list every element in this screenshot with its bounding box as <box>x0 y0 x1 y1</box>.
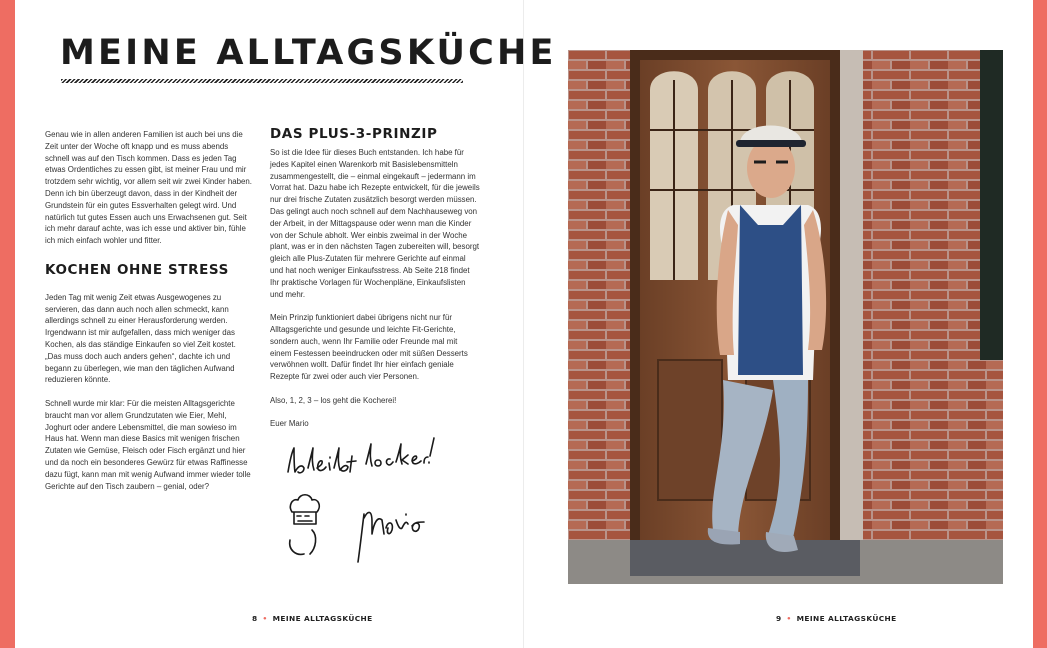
prinzip-paragraph: Mein Prinzip funktioniert dabei übrigens nicht nur für Alltagsgerichte und gesunde und leichte Fit-Gerichte, sondern auch, wenn Ihr Familie oder Freunde mal mit einem Festessen beeindrucken oder mit süßen Desserts verwöhnen wollt. Dafür findet Ihr hier einfach geniale Rezepte für zwei oder auch vier Personen. <box>270 313 468 382</box>
window-shutter <box>980 50 1003 360</box>
signature-word-locker <box>366 444 428 466</box>
footer-separator-left: • <box>262 614 268 623</box>
handwritten-signature <box>282 430 442 570</box>
footer-section-left: MEINE ALLTAGSKÜCHE <box>272 614 373 623</box>
page-title: MEINE ALLTAGSKÜCHE <box>60 33 557 73</box>
left-text-column <box>45 129 254 504</box>
signature-exclamation <box>429 438 434 463</box>
right-page-edge-band <box>1033 0 1047 648</box>
book-gutter <box>523 0 524 648</box>
page-number-right: 9 <box>776 614 782 623</box>
plus3-paragraph: So ist die Idee für dieses Buch entstanden. Ich habe für jedes Kapitel einen Warenkorb mit Basislebensmitteln zusammengestellt, die – einmal eingekauft – jedermann im Vorrat hat. Dazu habe ich Rezepte entwickelt, für die jeweils nur drei frische Zutaten zusätzlich besorgt werden müssen. Das gelingt auch noch schnell auf dem Nachhauseweg von der Arbeit, in der Mittagspause oder wenn man die Kinder von der Schule abholt. Wer einbis zweimal in der Woche plant, was er in den nächsten Tagen zubereiten will, besorgt gleich alle Plus-Zutaten für mehrere Gerichte auf einmal und hat noch weniger Einkaufsstress. Ab Seite 218 findet Ihr praktische Vorlagen für Wochenpläne, Einkaufslisten und mehr. <box>270 148 480 299</box>
footer-separator-right: • <box>786 614 792 623</box>
sign-off: Euer Mario <box>270 419 309 429</box>
section-heading-kochen-ohne-stress: KOCHEN OHNE STRESS <box>45 262 229 278</box>
title-underline-rule <box>61 79 463 83</box>
section-heading-plus-3-prinzip: DAS PLUS-3-PRINZIP <box>270 126 438 142</box>
portrait-photo <box>568 50 1003 584</box>
chef-hat-doodle <box>290 495 319 524</box>
signature-word-bleibt <box>288 448 356 473</box>
signature-word-mario <box>358 512 424 562</box>
door-frame-right <box>838 50 863 550</box>
page-number-left: 8 <box>252 614 258 623</box>
doorstep <box>630 540 860 576</box>
intro-paragraph: Genau wie in allen anderen Familien ist auch bei uns die Zeit unter der Woche oft knapp und es muss abends schnell was auf den Tisch kommen. Dass es jeden Tag etwas Ordentliches zu essen gibt, ist meiner Frau und mir trotzdem sehr wichtig, vor allem seit wir zwei Kinder haben. Denn ich bin überzeugt davon, dass in der Kindheit der Grundstein für ein gutes Essverhalten gelegt wird. Und natürlich tut gutes Essen auch uns Erwachsenen gut. Seit ich mehr darauf achte, was ich esse und aktiver bin, fühle ich mich einfach wohler und fitter. <box>45 130 252 246</box>
middle-text-column <box>270 147 480 442</box>
left-page-edge-band <box>0 0 15 648</box>
footer-section-right: MEINE ALLTAGSKÜCHE <box>796 614 897 623</box>
basics-paragraph: Schnell wurde mir klar: Für die meisten Alltagsgerichte braucht man vor allem Grundzutaten wie Eier, Mehl, Joghurt oder andere Lebensmittel, die man sowieso im Haus hat. Wenn man diese Basics mit wenigen frischen Zutaten wie Gemüse, Fleisch oder Fisch ergänzt und hier und da noch ein besonderes Gewürz für etwas Raffinesse dazu fügt, kann man mit wenig Aufwand immer wieder tolle Gerichte auf den Tisch zaubern – genial, oder? <box>45 398 251 491</box>
door-panel-left <box>658 360 722 500</box>
footer-right <box>776 614 897 623</box>
footer-left <box>252 614 373 623</box>
stress-paragraph: Jeden Tag mit wenig Zeit etwas Ausgewogenes zu servieren, das dann auch noch allen schmeckt, kann allerdings schnell zu einer Herausforderung werden. Irgendwann ist mir aufgefallen, dass mich weniger das Kochen, als das ständige Einkaufen so viel Zeit kostet. „Das muss doch auch anders gehen“, dachte ich und begann zu überlegen, wie man den täglichen Aufwand reduzieren könnte. <box>45 292 236 385</box>
closing-line: Also, 1, 2, 3 – los geht die Kocherei! <box>270 395 397 405</box>
face-doodle <box>290 530 316 554</box>
